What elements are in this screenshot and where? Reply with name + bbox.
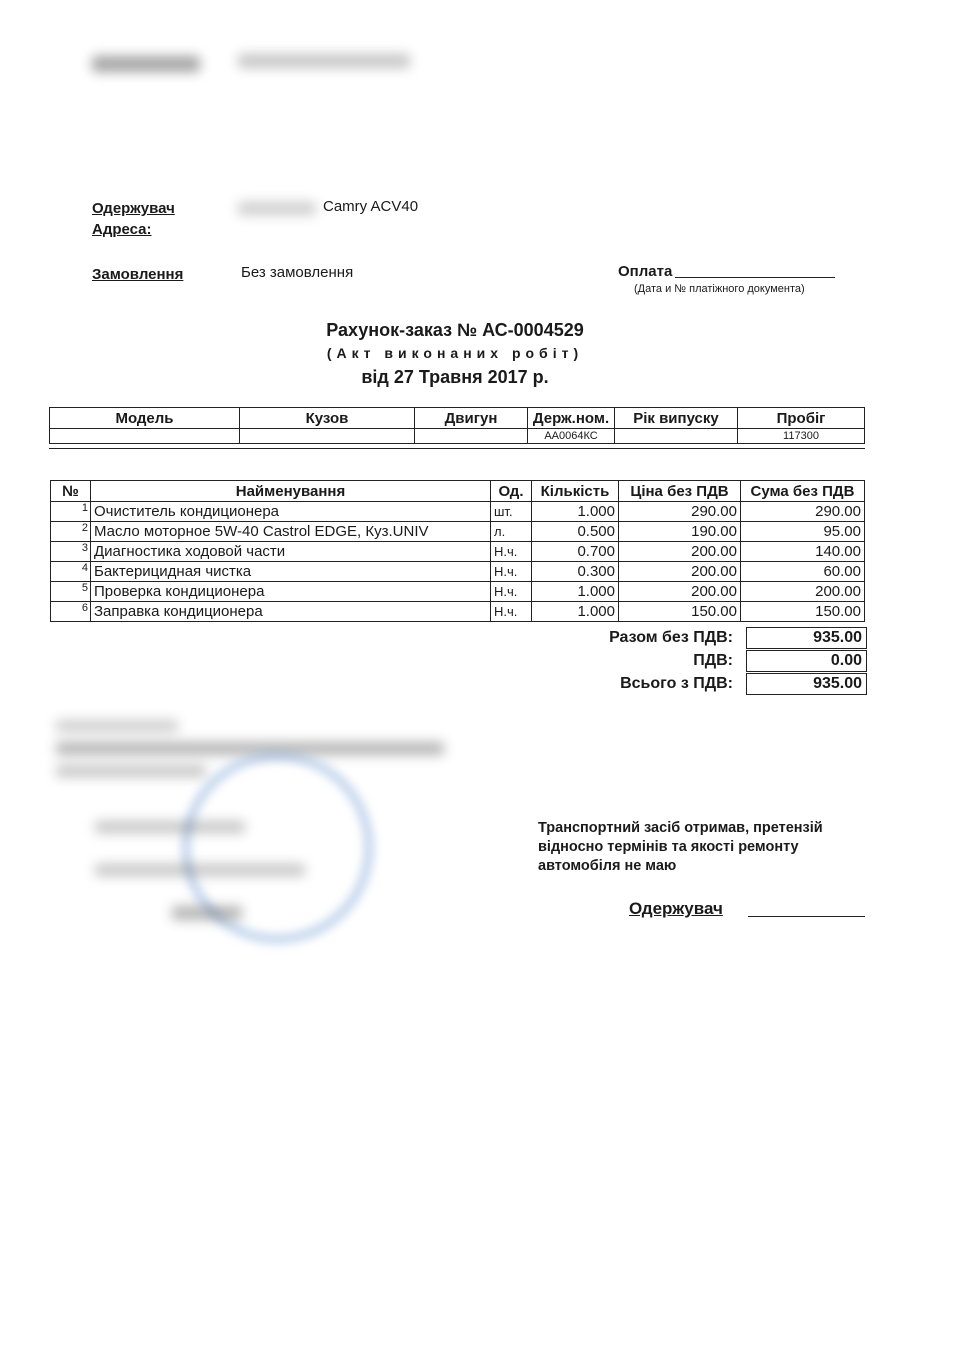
vehicle-cell	[240, 429, 415, 444]
row-price: 290.00	[619, 502, 741, 522]
row-number: 1	[51, 502, 91, 522]
row-unit: л.	[491, 522, 532, 542]
row-sum: 290.00	[741, 502, 865, 522]
row-price: 200.00	[619, 582, 741, 602]
row-name: Проверка кондиционера	[91, 582, 491, 602]
vehicle-table	[49, 407, 865, 444]
payment-hint: (Дата и № платіжного документа)	[634, 283, 805, 295]
row-qty: 1.000	[532, 502, 619, 522]
table-row	[51, 602, 865, 622]
vehicle-header: Рік випуску	[615, 408, 738, 429]
items-header: Ціна без ПДВ	[619, 481, 741, 502]
total-value: 935.00	[746, 673, 867, 695]
row-unit: Н.ч.	[491, 582, 532, 602]
row-unit: Н.ч.	[491, 562, 532, 582]
row-sum: 200.00	[741, 582, 865, 602]
blurred-issuer-line	[95, 821, 245, 833]
row-sum: 95.00	[741, 522, 865, 542]
row-name: Очиститель кондиционера	[91, 502, 491, 522]
doc-date: від 27 Травня 2017 р.	[361, 367, 549, 387]
row-unit: Н.ч.	[491, 602, 532, 622]
row-number: 2	[51, 522, 91, 542]
table-row	[51, 502, 865, 522]
subtotal-value: 935.00	[746, 627, 867, 649]
payment-line	[675, 277, 835, 278]
vehicle-header: Пробіг	[738, 408, 865, 429]
row-name: Масло моторное 5W-40 Castrol EDGE, Куз.UNIV	[91, 522, 491, 542]
statement-line-2: відносно термінів та якості ремонту	[538, 839, 799, 855]
payment-label: Оплата	[618, 263, 673, 280]
items-header: Сума без ПДВ	[741, 481, 865, 502]
vehicle-cell: 117300	[738, 429, 865, 444]
items-table	[50, 480, 865, 622]
row-qty: 1.000	[532, 602, 619, 622]
row-price: 200.00	[619, 562, 741, 582]
row-qty: 0.500	[532, 522, 619, 542]
row-qty: 1.000	[532, 582, 619, 602]
vehicle-cell: АА0064КС	[528, 429, 615, 444]
vehicle-table-divider	[49, 448, 865, 449]
table-row	[51, 522, 865, 542]
subtotal-label: Разом без ПДВ:	[609, 629, 733, 646]
vat-label: ПДВ:	[693, 652, 733, 669]
row-number: 4	[51, 562, 91, 582]
row-sum: 60.00	[741, 562, 865, 582]
blurred-issuer-line	[95, 864, 305, 876]
order-label: Замовлення	[92, 266, 184, 283]
vehicle-cell	[50, 429, 240, 444]
order-value: Без замовлення	[241, 264, 354, 281]
row-number: 3	[51, 542, 91, 562]
items-header: Од.	[491, 481, 532, 502]
row-number: 5	[51, 582, 91, 602]
table-row	[51, 582, 865, 602]
doc-title: Рахунок-заказ № АС-0004529	[326, 320, 584, 340]
vehicle-header: Двигун	[415, 408, 528, 429]
row-qty: 0.300	[532, 562, 619, 582]
vehicle-cell	[615, 429, 738, 444]
doc-subtitle: (Акт виконаних робіт)	[326, 345, 584, 361]
statement-line-3: автомобіля не маю	[538, 858, 677, 874]
blurred-issuer-line	[56, 765, 206, 777]
row-sum: 140.00	[741, 542, 865, 562]
recipient-value: Camry ACV40	[323, 198, 419, 215]
row-name: Диагностика ходовой части	[91, 542, 491, 562]
address-label: Адреса:	[92, 221, 152, 238]
blurred-issuer-line	[56, 742, 444, 755]
row-name: Бактерицидная чистка	[91, 562, 491, 582]
vehicle-header: Модель	[50, 408, 240, 429]
row-name: Заправка кондиционера	[91, 602, 491, 622]
row-unit: Н.ч.	[491, 542, 532, 562]
blurred-signature-label	[172, 906, 242, 920]
row-number: 6	[51, 602, 91, 622]
items-header: Найменування	[91, 481, 491, 502]
vat-value: 0.00	[746, 650, 867, 672]
blurred-issuer-line	[56, 720, 178, 732]
row-price: 200.00	[619, 542, 741, 562]
row-price: 190.00	[619, 522, 741, 542]
row-unit: шт.	[491, 502, 532, 522]
blurred-company-value	[238, 54, 410, 68]
items-header: Кількість	[532, 481, 619, 502]
total-label: Всього з ПДВ:	[620, 675, 733, 692]
recipient-label: Одержувач	[92, 200, 175, 217]
row-qty: 0.700	[532, 542, 619, 562]
recipient-sign-label: Одержувач	[629, 899, 723, 918]
statement-line-1: Транспортний засіб отримав, претензій	[538, 820, 823, 836]
blurred-recipient-name	[238, 202, 316, 215]
blurred-company-label	[92, 56, 200, 72]
row-price: 150.00	[619, 602, 741, 622]
vehicle-header: Кузов	[240, 408, 415, 429]
recipient-sign-line	[748, 916, 865, 917]
table-row	[51, 542, 865, 562]
table-row	[51, 562, 865, 582]
vehicle-cell	[415, 429, 528, 444]
row-sum: 150.00	[741, 602, 865, 622]
vehicle-header: Держ.ном.	[528, 408, 615, 429]
items-header: №	[51, 481, 91, 502]
